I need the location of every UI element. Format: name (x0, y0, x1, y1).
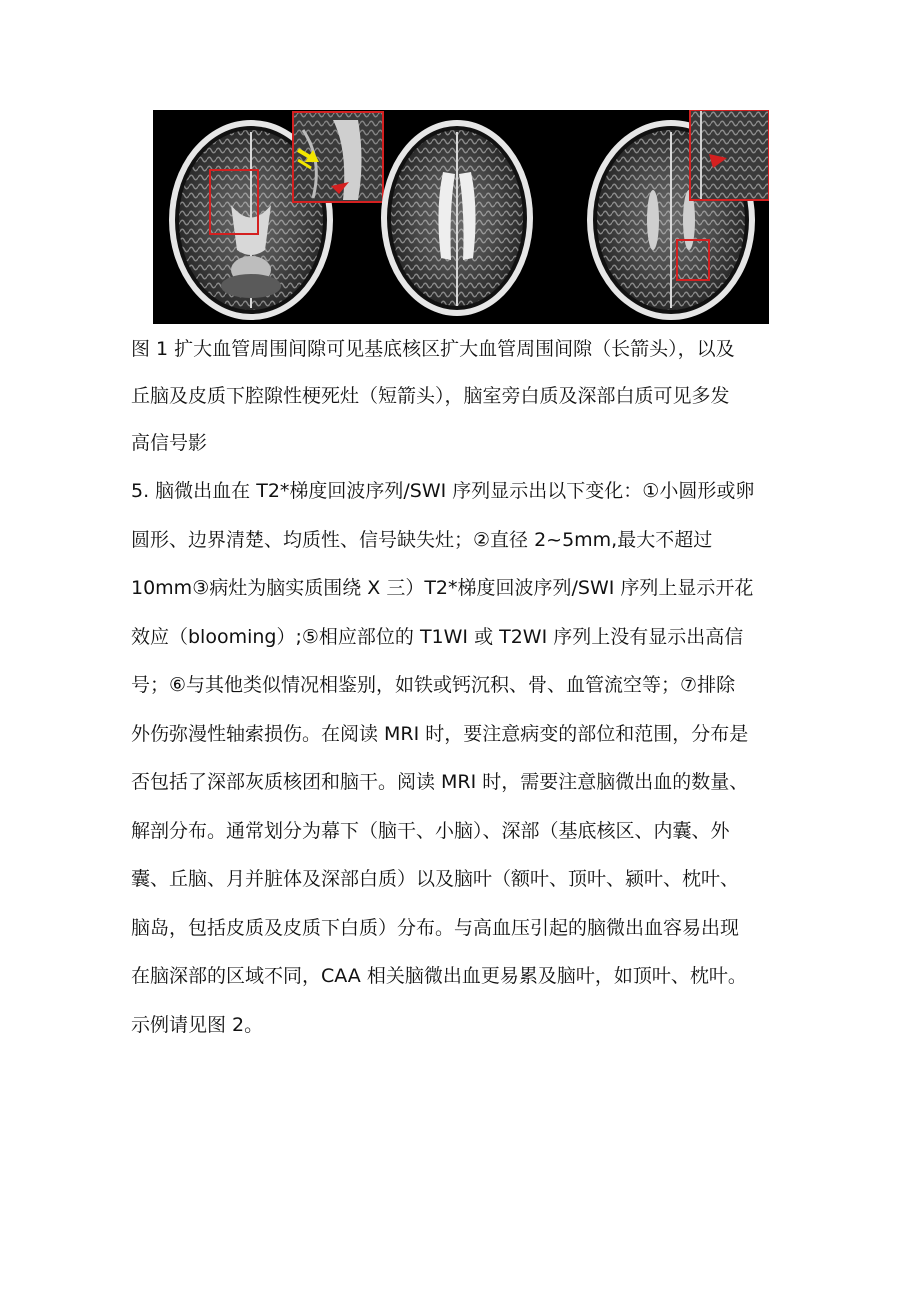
caption-line: 高信号影 (131, 432, 208, 454)
paragraph-line: 示例请见图 2。 (131, 1013, 264, 1036)
paragraph-line: 解剖分布。通常划分为幕下（脑干、小脑）、深部（基底核区、内囊、外 (131, 819, 730, 842)
mri-figure (153, 110, 769, 324)
caption-line: 图 1 扩大血管周围间隙可见基底核区扩大血管周围间隙（长箭头），以及 (131, 338, 735, 360)
paragraph-line: 囊、丘脑、月并脏体及深部白质）以及脑叶（额叶、顶叶、颍叶、枕叶、 (131, 868, 740, 890)
paragraph-line: 否包括了深部灰质核团和脑干。阅读 MRI 时，需要注意脑微出血的数量、 (131, 771, 749, 793)
mri-slice-2 (381, 120, 533, 316)
paragraph-line: 脑岛，包括皮质及皮质下白质）分布。与高血压引起的脑微出血容易出现 (131, 916, 740, 939)
caption-line: 丘脑及皮质下腔隙性梗死灶（短箭头），脑室旁白质及深部白质可见多发 (131, 385, 730, 407)
zoom-inset-1 (293, 112, 383, 202)
paragraph-line: 在脑深部的区域不同，CAA 相关脑微出血更易累及脑叶，如顶叶、枕叶。 (131, 965, 747, 987)
paragraph-line: 圆形、边界清楚、均质性、信号缺失灶；②直径 2~5mm,最大不超过 (131, 528, 713, 551)
paragraph-line: 10mm③病灶为脑实质围绕 X 三）T2*梯度回波序列/SWI 序列上显示开花 (131, 577, 754, 599)
paragraph-line: 外伤弥漫性轴索损伤。在阅读 MRI 时，要注意病变的部位和范围，分布是 (131, 722, 749, 745)
body-paragraph (131, 480, 801, 1062)
paragraph-line: 5. 脑微出血在 T2*梯度回波序列/SWI 序列显示出以下变化：①小圆形或卵 (131, 480, 755, 502)
mri-image (153, 110, 769, 324)
figure-caption (131, 338, 801, 479)
zoom-inset-2 (690, 110, 769, 200)
paragraph-line: 效应（blooming）;⑤相应部位的 T1WI 或 T2WI 序列上没有显示出高信 (131, 625, 744, 648)
paragraph-line: 号；⑥与其他类似情况相鉴别，如铁或钙沉积、骨、血管流空等；⑦排除 (131, 674, 736, 696)
